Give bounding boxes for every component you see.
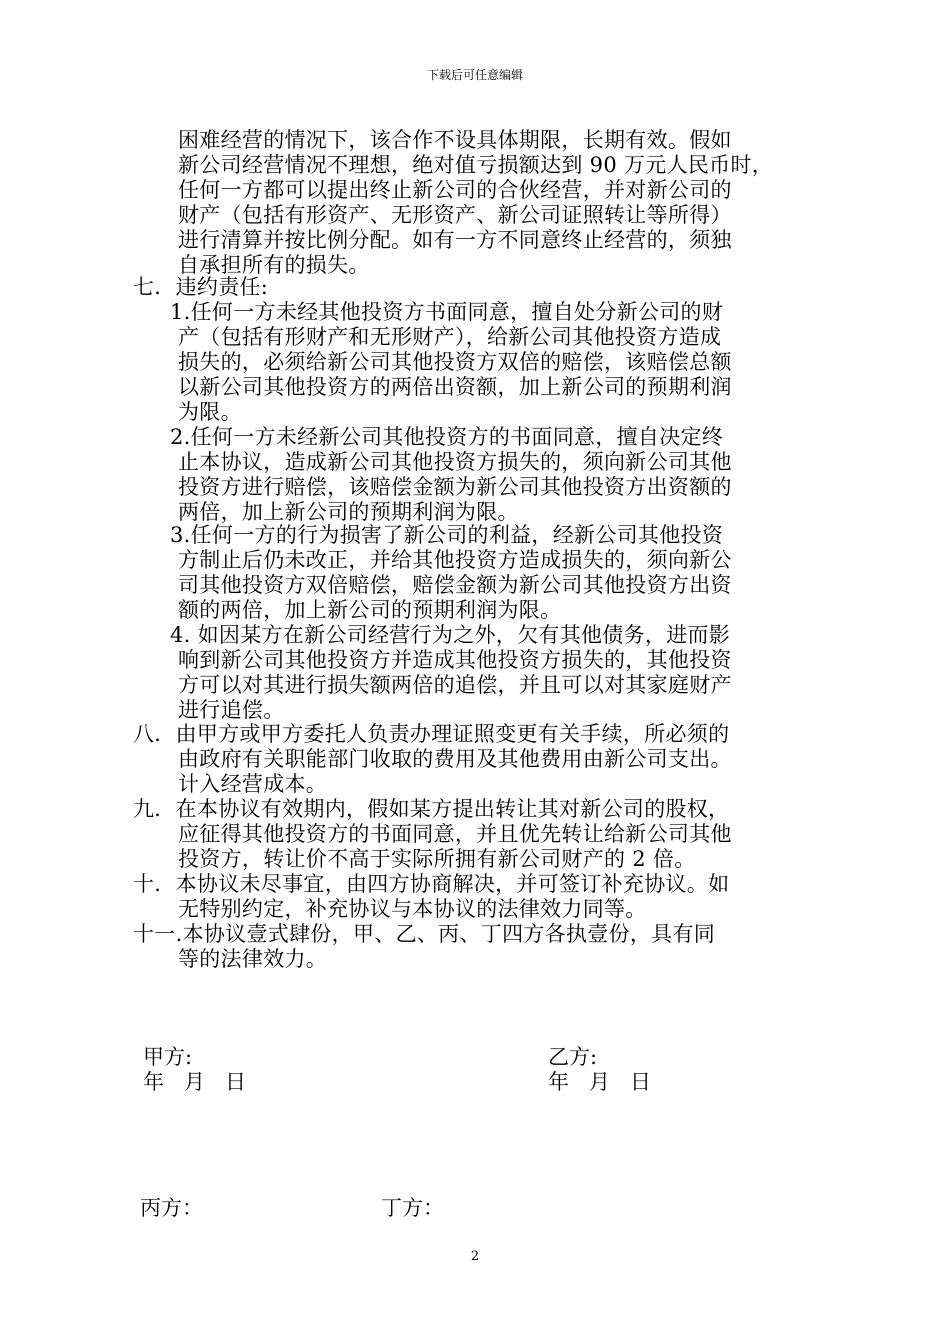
- clause7-item2-line: 两倍，加上新公司的预期利润为限。: [178, 500, 519, 524]
- party-c-label: 丙方：: [140, 1196, 203, 1220]
- clause6-line: 新公司经营情况不理想，绝对值亏损额达到 90 万元人民币时，: [178, 153, 774, 177]
- clause7-item1-line: 1.任何一方未经其他投资方书面同意，擅自处分新公司的财: [170, 300, 724, 324]
- clause7-item1-line: 为限。: [178, 400, 242, 424]
- clause11-line: 等的法律效力。: [178, 947, 328, 971]
- clause6-line: 财产（包括有形资产、无形资产、新公司证照转让等所得）: [178, 203, 732, 227]
- clause7-item3-line: 司其他投资方双倍赔偿，赔偿金额为新公司其他投资方出资: [178, 573, 732, 597]
- party-b-label: 乙方:: [548, 1045, 598, 1069]
- party-a-date: 年 月 日: [143, 1070, 247, 1094]
- clause9-line: 九．在本协议有效期内，假如某方提出转让其对新公司的股权，: [133, 797, 730, 821]
- clause7-item2-line: 投资方进行赔偿，该赔偿金额为新公司其他投资方出资额的: [178, 475, 732, 499]
- clause7-item4-line: 4. 如因某方在新公司经营行为之外，欠有其他债务，进而影: [170, 623, 731, 647]
- clause7-item1-line: 以新公司其他投资方的两倍出资额，加上新公司的预期利润: [178, 375, 732, 399]
- clause9-line: 投资方，转让价不高于实际所拥有新公司财产的 2 倍。: [178, 847, 696, 871]
- clause7-item1-line: 损失的，必须给新公司其他投资方双倍的赔偿，该赔偿总额: [178, 350, 732, 374]
- clause10-line: 无特别约定，补充协议与本协议的法律效力同等。: [178, 897, 647, 921]
- party-d-label: 丁方：: [381, 1196, 444, 1220]
- clause7-item4-line: 方可以对其进行损失额两倍的追偿，并且可以对其家庭财产: [178, 673, 732, 697]
- clause7-item3-line: 方制止后仍未改正，并给其他投资方造成损失的，须向新公: [178, 548, 732, 572]
- clause7-item3-line: 额的两倍，加上新公司的预期利润为限。: [178, 598, 562, 622]
- clause8-line: 由政府有关职能部门收取的费用及其他费用由新公司支出。: [178, 747, 732, 771]
- clause7-item4-line: 响到新公司其他投资方并造成其他投资方损失的，其他投资: [178, 648, 732, 672]
- page-number: 2: [470, 1249, 480, 1264]
- clause10-line: 十．本协议未尽事宜，由四方协商解决，并可签订补充协议。如: [133, 872, 730, 896]
- clause7-item1-line: 产（包括有形财产和无形财产），给新公司其他投资方造成: [178, 325, 722, 349]
- clause7-item4-line: 进行追偿。: [178, 698, 285, 722]
- clause6-line: 进行清算并按比例分配。如有一方不同意终止经营的，须独: [178, 228, 732, 252]
- clause7-heading: 七．违约责任:: [133, 275, 269, 299]
- clause8-line: 计入经营成本。: [178, 772, 328, 796]
- clause6-line: 自承担所有的损失。: [178, 253, 370, 277]
- party-a-label: 甲方:: [143, 1045, 193, 1069]
- header-note: 下载后可任意编辑: [426, 68, 523, 82]
- clause7-item2-line: 止本协议，造成新公司其他投资方损失的，须向新公司其他: [178, 450, 732, 474]
- clause9-line: 应征得其他投资方的书面同意，并且优先转让给新公司其他: [178, 822, 732, 846]
- clause6-line: 任何一方都可以提出终止新公司的合伙经营，并对新公司的: [178, 178, 732, 202]
- clause6-line: 困难经营的情况下，该合作不设具体期限，长期有效。假如: [178, 128, 732, 152]
- clause7-item3-line: 3.任何一方的行为损害了新公司的利益，经新公司其他投资: [170, 523, 724, 547]
- clause7-item2-line: 2.任何一方未经新公司其他投资方的书面同意，擅自决定终: [170, 425, 724, 449]
- clause11-line: 十一.本协议壹式肆份，甲、乙、丙、丁四方各执壹份，具有同: [133, 922, 716, 946]
- party-b-date: 年 月 日: [548, 1070, 652, 1094]
- clause8-line: 八．由甲方或甲方委托人负责办理证照变更有关手续，所必须的: [133, 722, 730, 746]
